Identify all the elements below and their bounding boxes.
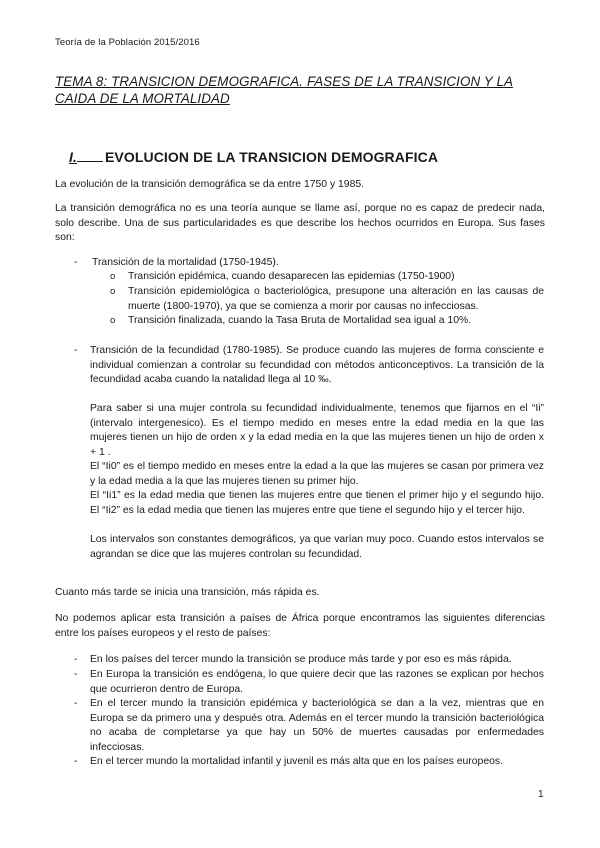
page-number: 1 <box>538 789 544 800</box>
paragraph-diferencias: No podemos aplicar esta transición a países de África porque encontramos las siguientes diferencias entre los países europeos y el resto de países: <box>55 613 545 639</box>
bullet-marker: o <box>110 271 116 282</box>
mortalidad-item-2: Transición epidemiológica o bacteriológica, presupone una alteración en las causas de muerte (1800-1970), ya que se comienza a morir por causas no infecciosas. <box>128 286 544 312</box>
bullet-marker: o <box>110 286 116 297</box>
section-heading <box>69 149 438 165</box>
fecundidad-detail-2: El “Ii0” es el tiempo medido en meses entre la edad a la que las mujeres se casan por primera vez y la edad media a la que las mujeres tienen su primer hijo. <box>90 461 544 487</box>
title-line-1: TEMA 8: TRANSICION DEMOGRAFICA. FASES DE LA TRANSICION Y LA <box>55 74 514 89</box>
document-title <box>55 73 550 107</box>
dash-list-1: - <box>74 654 78 665</box>
list-item-3: En el tercer mundo la transición epidémica y bacteriológica se dan a la vez, mientras que en Europa se da primero una y después otra. Además en el tercer mundo la transición bacteriológica no acaba de completarse ya que hay un 50% de muertes causadas por enfermedades infecciosas. <box>90 698 544 753</box>
paragraph-rapidez: Cuanto más tarde se inicia una transición, más rápida es. <box>55 587 320 598</box>
bullet-marker: o <box>110 315 116 326</box>
fecundidad-detail-1: Para saber si una mujer controla su fecundidad individualmente, tenemos que fijarnos en el “Ii” (intervalo intergenesico). Es el tiempo medido en meses entre la edad media en la que las mujeres tienen un hijo de orden x y la edad media en la que las mujeres tienen un hijo de orden x + 1 . <box>90 403 544 458</box>
dash-list-4: - <box>74 756 78 767</box>
dash-mortalidad: - <box>74 257 78 268</box>
list-item-4: En el tercer mundo la mortalidad infantil y juvenil es más alta que en los países europeos. <box>90 756 503 767</box>
mortalidad-item-1: Transición epidémica, cuando desaparecen las epidemias (1750-1900) <box>128 271 455 282</box>
fecundidad-detail-3: El “Ii1” es la edad media que tienen las mujeres entre que tienen el primer hijo y el segundo hijo. El “Ii2” es la edad media que tienen las mujeres entre que tiene el segundo hijo y el tercer hijo. <box>90 490 544 516</box>
section-title: EVOLUCION DE LA TRANSICION DEMOGRAFICA <box>104 149 439 165</box>
fase-fecundidad-text: Transición de la fecundidad (1780-1985). Se produce cuando las mujeres de forma consciente e individual comienzan a controlar su fecundidad con métodos anticonceptivos. La transición de la fecundidad acaba cuando la natalidad llega al 10 ‰. <box>90 345 544 385</box>
running-header: Teoría de la Población 2015/2016 <box>55 37 200 48</box>
paragraph-descripcion: La transición demográfica no es una teoría aunque se llame así, porque no es capaz de predecir nada, solo describe. Una de sus particularidades es que describe los hechos ocurridos en Europa. Sus fases son: <box>55 203 545 243</box>
list-item-2: En Europa la transición es endógena, lo que quiere decir que las razones se explican por hechos que ocurrieron dentro de Europa. <box>90 669 544 695</box>
dash-list-2: - <box>74 669 78 680</box>
title-line-2: CAIDA DE LA MORTALIDAD <box>55 91 230 106</box>
fecundidad-detail-4: Los intervalos son constantes demográficos, ya que varían muy poco. Cuando estos intervalos se agrandan se dice que las mujeres controlan su fecundidad. <box>90 534 544 560</box>
fase-mortalidad-label: Transición de la mortalidad (1750-1945). <box>92 257 279 268</box>
mortalidad-item-3: Transición finalizada, cuando la Tasa Bruta de Mortalidad sea igual a 10%. <box>128 315 472 326</box>
paragraph-evolucion: La evolución de la transición demográfica se da entre 1750 y 1985. <box>55 179 365 190</box>
dash-fecundidad: - <box>74 345 78 356</box>
section-number: I. <box>69 149 77 165</box>
list-item-1: En los países del tercer mundo la transición se produce más tarde y por eso es más rápida. <box>90 654 512 665</box>
heading-underline-gap <box>77 151 103 162</box>
dash-list-3: - <box>74 698 78 709</box>
